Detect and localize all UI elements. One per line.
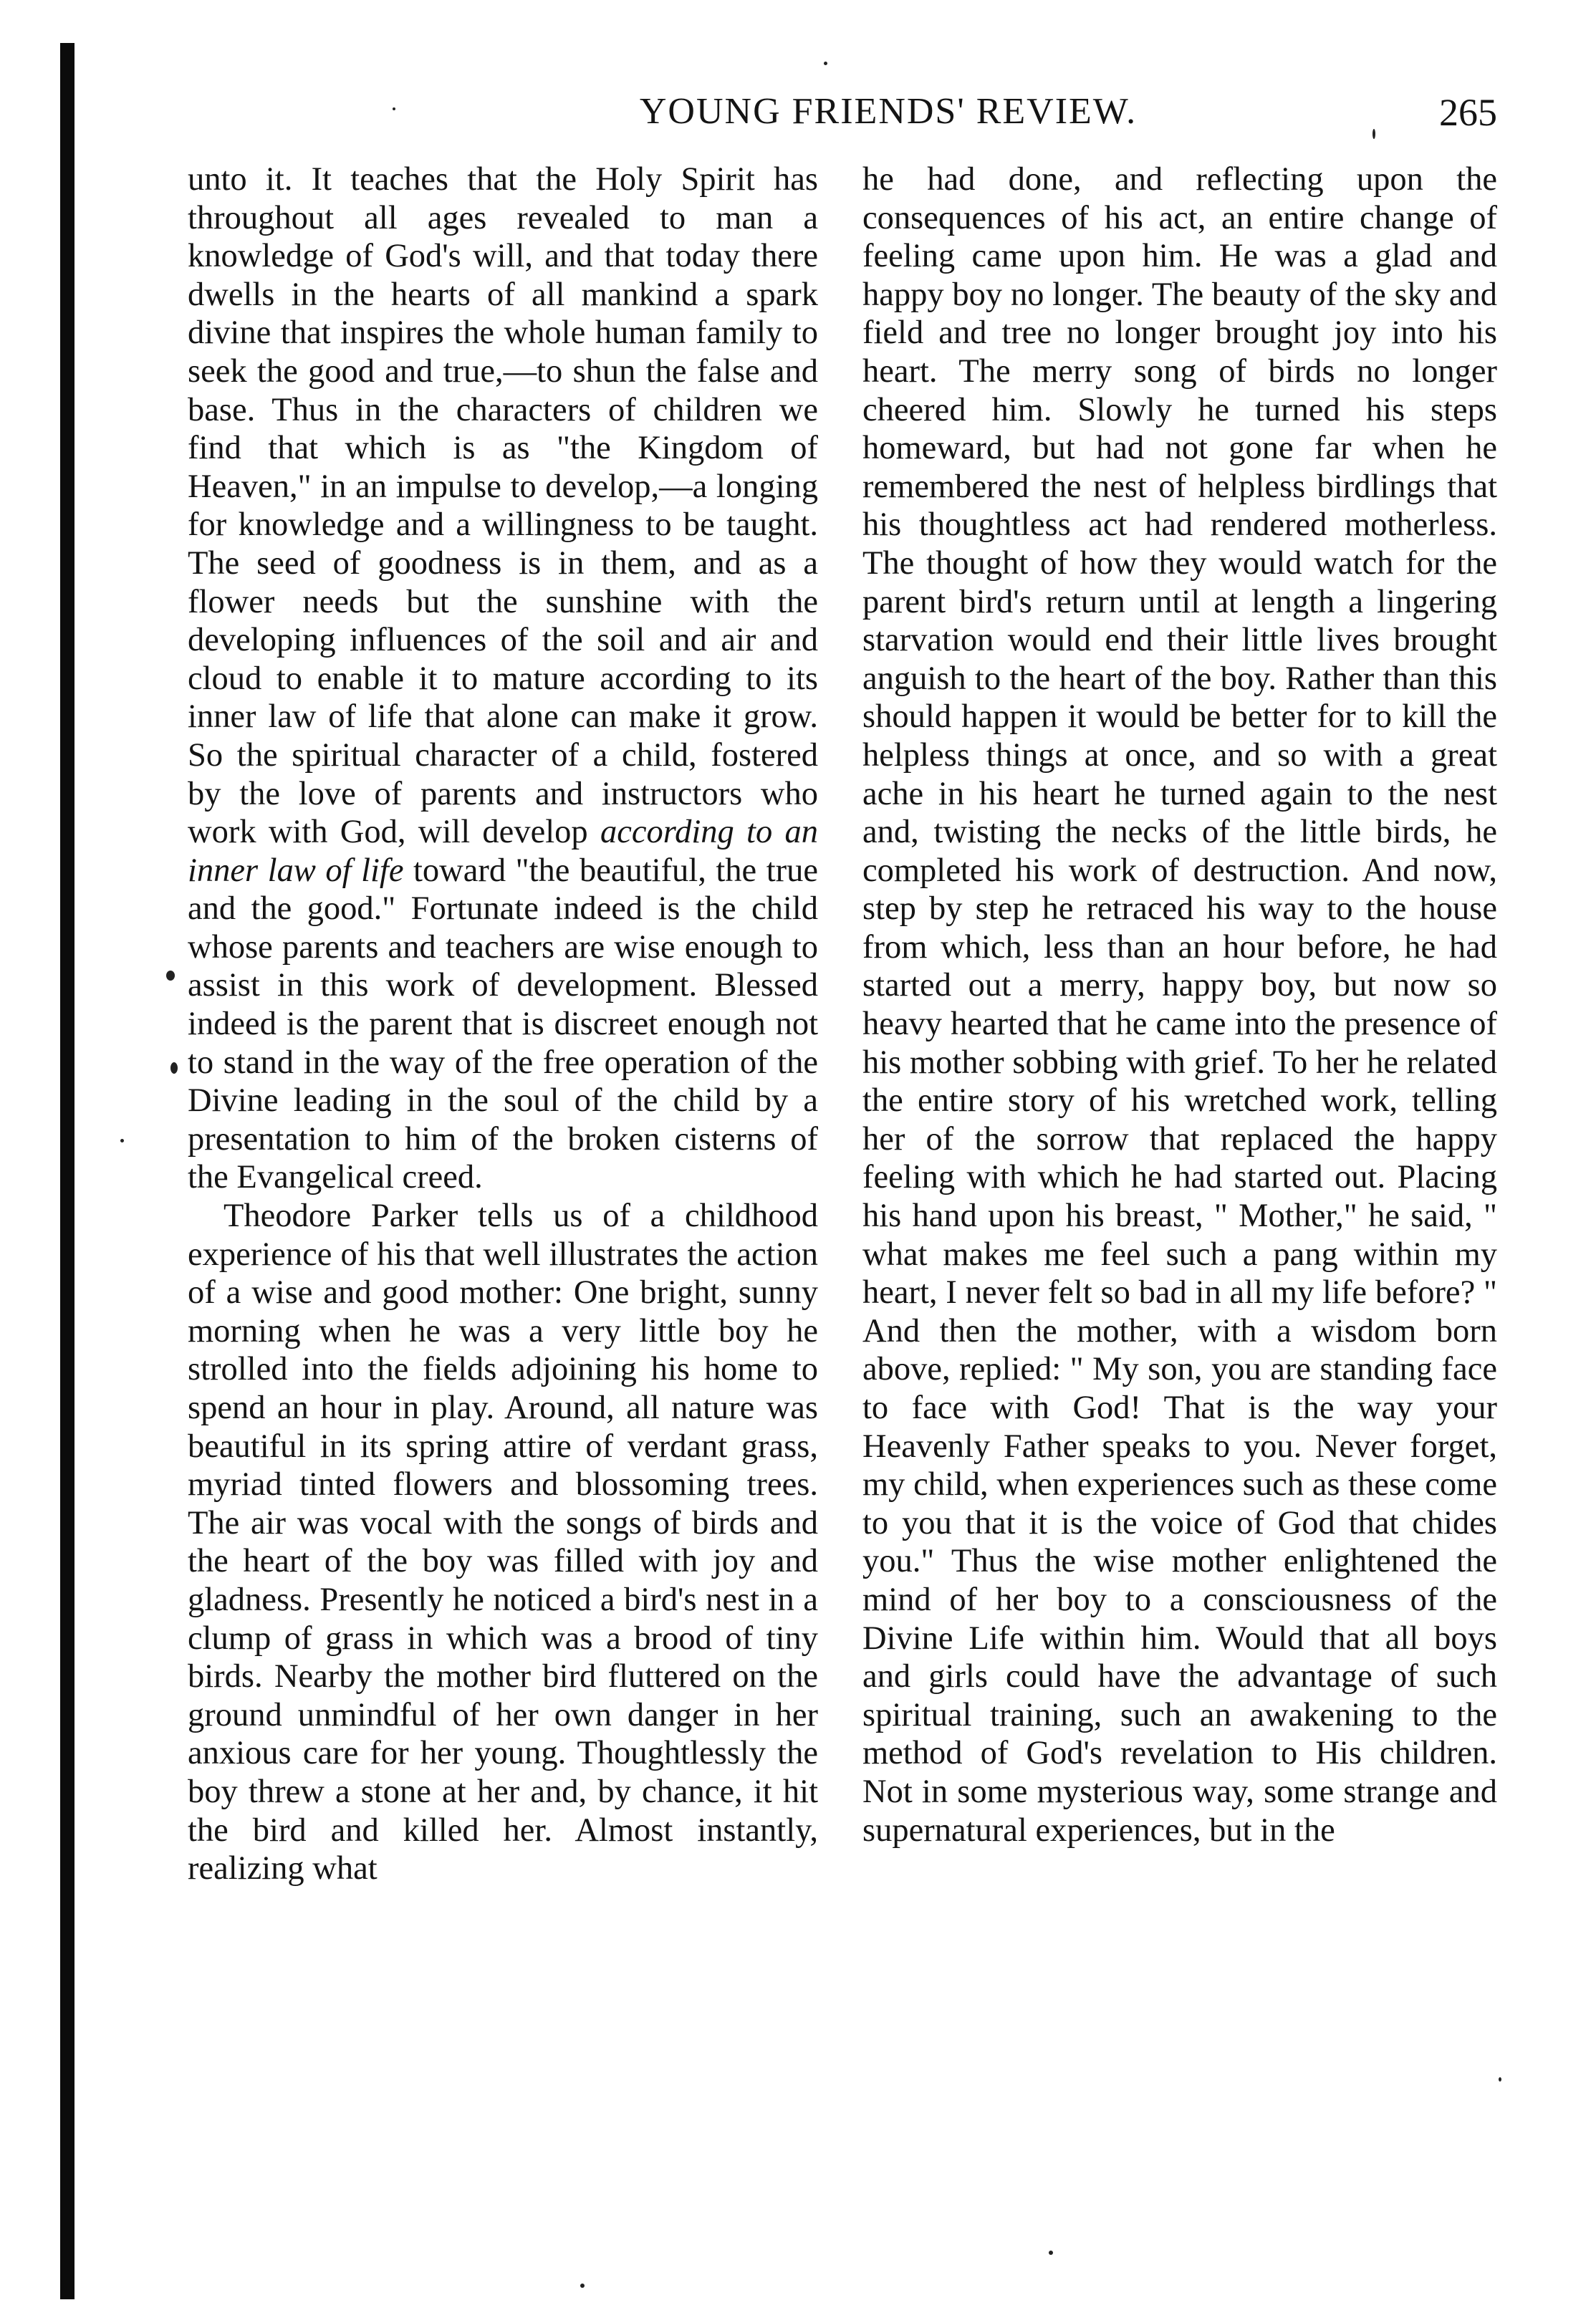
scan-speck — [1049, 2251, 1053, 2255]
left-column — [188, 160, 818, 2223]
binding-edge — [60, 43, 74, 2299]
paragraph: he had done, and reflecting upon the consequences of his act, an entire change of feeling came upon him. He was a glad and happy boy no longer. The beauty of the sky and field and tree no longer brought joy into his heart. The merry song of birds no longer cheered him. Slowly he turned his steps homeward, but had not gone far when he remembered the nest of helpless birdlings that his thoughtless act had rendered motherless. The thought of how they would watch for the parent bird's return until at length a lingering starvation would end their little lives brought anguish to the heart of the boy. Rather than this should happen it would be better for to kill the helpless things at once, and so with a great ache in his heart he turned again to the nest and, twisting the necks of the little birds, he completed his work of destruction. And now, step by step he retraced his way to the house from which, less than an hour before, he had started out a merry, happy boy, but now so heavy hearted that he came into the presence of his mother sobbing with grief. To her he related the entire story of his wretched work, telling her of the sorrow that replaced the happy feeling with which he had started out. Placing his hand upon his breast, " Mother," he said, " what makes me feel such a pang within my heart, I never felt so bad in all my life before? " And then the mother, with a wisdom born above, replied: " My son, you are standing face to face with God! That is the way your Heavenly Father speaks to you. Never forget, my child, when experiences such as these come to you that it is the voice of God that chides you." Thus the wise mother enlightened the mind of her boy to a consciousness of the Divine Life within him. Would that all boys and girls could have the advantage of such spiritual training, such an awakening to the method of God's revelation to His children. Not in some mysterious way, some strange and supernatural experiences, but in the — [862, 161, 1497, 1849]
paragraph — [188, 160, 818, 1197]
journal-title: YOUNG FRIENDS' REVIEW. — [639, 91, 1138, 132]
scan-speck — [120, 1139, 124, 1142]
page-number: 265 — [1439, 91, 1497, 134]
paragraph-text: toward "the beautiful, the true and the good." Fortunate indeed is the child whose parents and teachers are wise enough to assist in this work of development. Blessed indeed is the parent that is discreet enough not to stand in the way of the free operation of the Divine leading in the soul of the child by a presentation to him of the broken cisterns of the Evangelical creed. — [188, 852, 818, 1196]
scan-speck — [393, 107, 395, 110]
scan-speck — [170, 1062, 178, 1074]
scan-speck — [824, 62, 827, 65]
scan-speck — [580, 2284, 585, 2288]
scan-speck — [1373, 129, 1375, 139]
paragraph: Theodore Parker tells us of a childhood experience of his that well illustrates the action of a wise and good mother: One bright, sunny morning when he was a very little boy he strolled into the fields adjoining his home to spend an hour in play. Around, all nature was beautiful in its spring attire of verdant grass, myriad tinted flowers and blossoming trees. The air was vocal with the songs of birds and the heart of the boy was filled with joy and gladness. Presently he noticed a bird's nest in a clump of grass in which was a brood of tiny birds. Nearby the mother bird fluttered on the ground unmindful of her own danger in her anxious care for her young. Thoughtlessly the boy threw a stone at her and, by chance, it hit the bird and killed her. Almost instantly, realizing what — [188, 1198, 818, 1887]
right-column — [862, 160, 1497, 2223]
paragraph-text: unto it. It teaches that the Holy Spirit has throughout all ages revealed to man a knowledge of God's will, and that today there dwells in the hearts of all mankind a spark divine that inspires the whole human family to seek the good and true,—to shun the false and base. Thus in the characters of children we find that which is as "the Kingdom of Heaven," in an impulse to develop,—a longing for knowledge and a willingness to be taught. The seed of goodness is in them, and as a flower needs but the sunshine with the developing influences of the soil and air and cloud to enable it to mature according to its inner law of life that alone can make it grow. So the spiritual character of a child, fostered by the love of parents and instructors who work with God, will develop — [188, 161, 818, 851]
running-header — [179, 90, 1540, 140]
scan-speck — [166, 971, 175, 981]
scan-speck — [1499, 2077, 1501, 2082]
italic-phrase: according to an inner law of life — [188, 814, 819, 889]
